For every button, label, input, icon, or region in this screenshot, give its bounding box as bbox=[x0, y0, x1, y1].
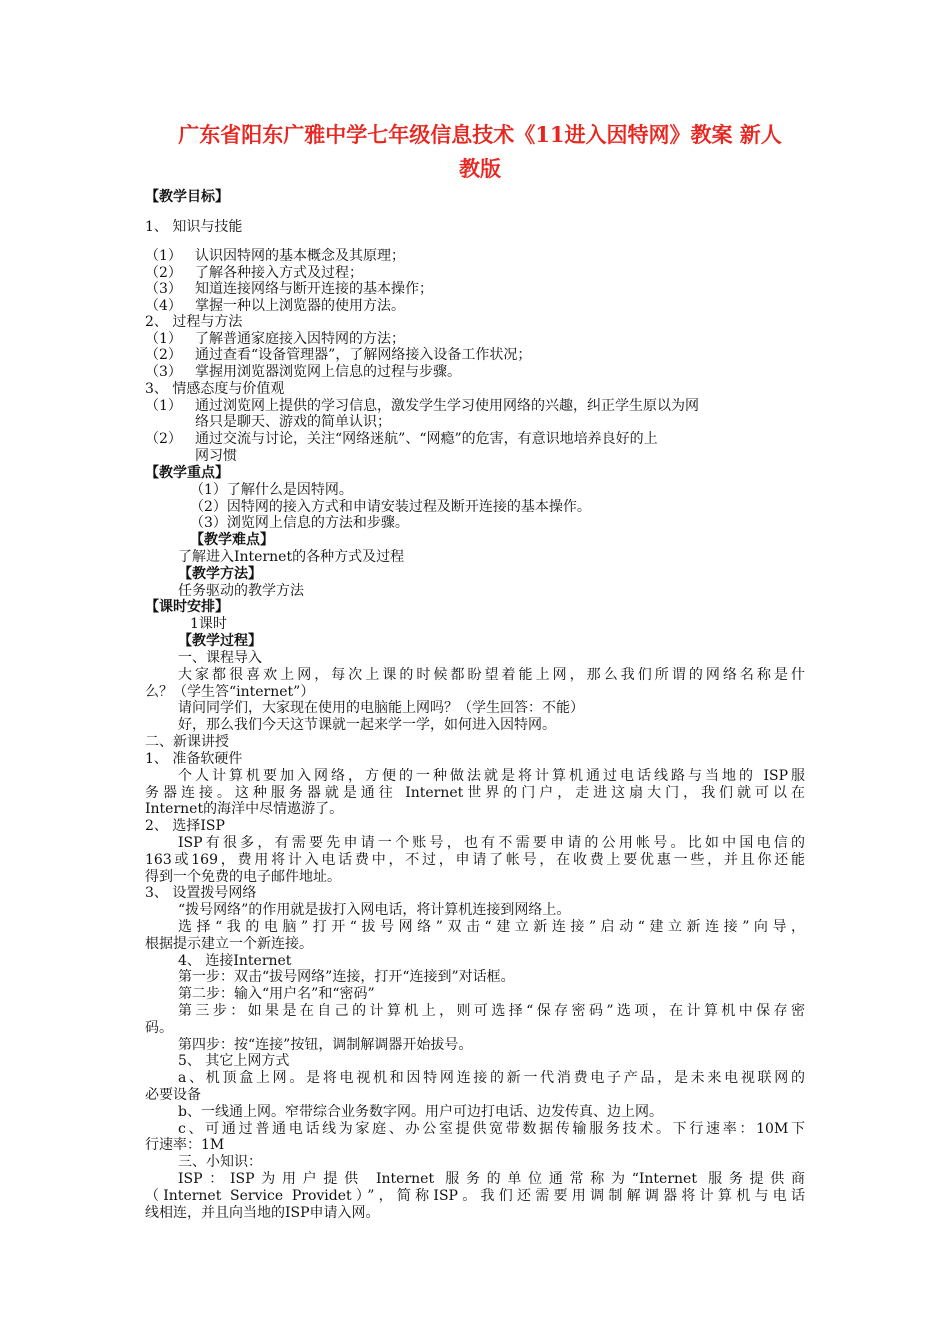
subsection-title: 2、 选择ISP bbox=[145, 818, 225, 834]
paragraph-line: 行速率：1M bbox=[145, 1137, 225, 1153]
paragraph-line: 请问同学们，大家现在使用的电脑能上网吗？（学生回答：不能） bbox=[178, 700, 584, 716]
step-line: 第一步：双击“拔号网络”连接，打开“连接到”对话框。 bbox=[178, 969, 515, 985]
paragraph-line: “拨号网络”的作用就是拔打入网电话，将计算机连接到网络上。 bbox=[178, 902, 571, 918]
paragraph-line: 选择“我的电脑”打开“拔号网络”双击“建立新连接”启动“建立新连接”向导， bbox=[178, 919, 805, 935]
step-line: 码。 bbox=[145, 1020, 173, 1036]
goal-section-1: 1、 知识与技能 bbox=[145, 219, 243, 235]
paragraph-line: （Internet Service Providet）”，简称ISP。我们还需要用调制解调器将计算机与电话 bbox=[145, 1188, 805, 1204]
heading-key-points: 【教学重点】 bbox=[145, 465, 229, 481]
paragraph-line: b、一线通上网。窄带综合业务数字网。用户可边打电话、边发传真、边上网。 bbox=[178, 1104, 663, 1120]
goal-item: （1） 通过浏览网上提供的学习信息，激发学生学习使用网络的兴趣，纠正学生原以为网 bbox=[145, 398, 699, 414]
paragraph-line: 务器连接。这种服务器就是通往 Internet世界的门户，走进这扇大门，我们就可以在 bbox=[145, 785, 805, 801]
process-section-3: 三、小知识： bbox=[178, 1154, 262, 1170]
goal-item: （3） 掌握用浏览器浏览网上信息的过程与步骤。 bbox=[145, 364, 461, 380]
paragraph-line: 线相连，并且向当地的ISP申请入网。 bbox=[145, 1205, 380, 1221]
subsection-title: 5、 其它上网方式 bbox=[178, 1053, 290, 1069]
paragraph-line: ISP有很多，有需要先申请一个账号，也有不需要申请的公用帐号。比如中国电信的 bbox=[178, 835, 805, 851]
goal-section-3: 3、 情感态度与价值观 bbox=[145, 381, 285, 397]
subsection-title: 4、 连接Internet bbox=[178, 953, 292, 969]
goal-item: （1） 认识因特网的基本概念及其原理； bbox=[145, 248, 405, 264]
paragraph-line: ISP：ISP为用户提供 Internet 服务的单位通常称为“Internet 服务提供商 bbox=[178, 1171, 805, 1187]
heading-schedule: 【课时安排】 bbox=[145, 599, 229, 615]
goal-item: （4） 掌握一种以上浏览器的使用方法。 bbox=[145, 298, 405, 314]
heading-difficulty: 【教学难点】 bbox=[190, 532, 274, 548]
goal-item-continued: 网习惯 bbox=[195, 448, 237, 464]
schedule-text: 1课时 bbox=[190, 616, 227, 632]
heading-method: 【教学方法】 bbox=[178, 566, 262, 582]
key-point-item: （1）了解什么是因特网。 bbox=[190, 482, 353, 498]
heading-teaching-goals: 【教学目标】 bbox=[145, 189, 229, 205]
paragraph-line: 好，那么我们今天这节课就一起来学一学，如何进入因特网。 bbox=[178, 717, 556, 733]
method-text: 任务驱动的教学方法 bbox=[178, 583, 304, 599]
difficulty-text: 了解进入Internet的各种方式及过程 bbox=[178, 549, 405, 565]
process-section-2: 二、新课讲授 bbox=[145, 734, 229, 750]
heading-process: 【教学过程】 bbox=[178, 633, 262, 649]
subsection-title: 3、 设置拨号网络 bbox=[145, 885, 257, 901]
paragraph-line: 么？（学生答“internet”） bbox=[145, 684, 315, 700]
goal-item-continued: 络只是聊天、游戏的简单认识； bbox=[195, 414, 391, 430]
paragraph-line: 163或169，费用将计入电话费中，不过，申请了帐号，在收费上要优惠一些，并且你还能 bbox=[145, 852, 805, 868]
process-section-1: 一、课程导入 bbox=[178, 650, 262, 666]
title-line-2: 教版 bbox=[459, 156, 501, 181]
paragraph-line: a、机顶盒上网。是将电视机和因特网连接的新一代消费电子产品，是未来电视联网的 bbox=[178, 1070, 805, 1086]
paragraph-line: c、可通过普通电话线为家庭、办公室提供宽带数据传输服务技术。下行速率：10M下 bbox=[178, 1121, 805, 1137]
paragraph-line: Internet的海洋中尽情遨游了。 bbox=[145, 801, 344, 817]
goal-item: （3） 知道连接网络与断开连接的基本操作； bbox=[145, 281, 433, 297]
title-line-1: 广东省阳东广雅中学七年级信息技术《11进入因特网》教案 新人 bbox=[178, 122, 782, 147]
paragraph-line: 个人计算机要加入网络，方便的一种做法就是将计算机通过电话线路与当地的 ISP服 bbox=[178, 768, 805, 784]
key-point-item: （3）浏览网上信息的方法和步骤。 bbox=[190, 515, 409, 531]
goal-item: （2） 通过交流与讨论，关注“网络迷航”、“网瘾”的危害，有意识地培养良好的上 bbox=[145, 431, 658, 447]
goal-item: （2） 了解各种接入方式及过程； bbox=[145, 265, 363, 281]
subsection-title: 1、 准备软硬件 bbox=[145, 751, 243, 767]
goal-section-2: 2、 过程与方法 bbox=[145, 314, 243, 330]
goal-item: （2） 通过查看“设备管理器”，了解网络接入设备工作状况； bbox=[145, 347, 532, 363]
step-line: 第二步：输入“用户名”和“密码” bbox=[178, 986, 375, 1002]
paragraph-line: 得到一个免费的电子邮件地址。 bbox=[145, 869, 341, 885]
paragraph-line: 必要设备 bbox=[145, 1087, 201, 1103]
paragraph-line: 根据提示建立一个新连接。 bbox=[145, 936, 313, 952]
step-line: 第四步：按“连接”按钮，调制解调器开始拔号。 bbox=[178, 1037, 473, 1053]
paragraph-line: 大家都很喜欢上网，每次上课的时候都盼望着能上网，那么我们所谓的网络名称是什 bbox=[178, 667, 805, 683]
key-point-item: （2）因特网的接入方式和申请安装过程及断开连接的基本操作。 bbox=[190, 499, 591, 515]
goal-item: （1） 了解普通家庭接入因特网的方法； bbox=[145, 331, 405, 347]
document-title bbox=[140, 118, 820, 186]
step-line: 第三步：如果是在自己的计算机上，则可选择“保存密码”选项，在计算机中保存密 bbox=[178, 1003, 805, 1019]
